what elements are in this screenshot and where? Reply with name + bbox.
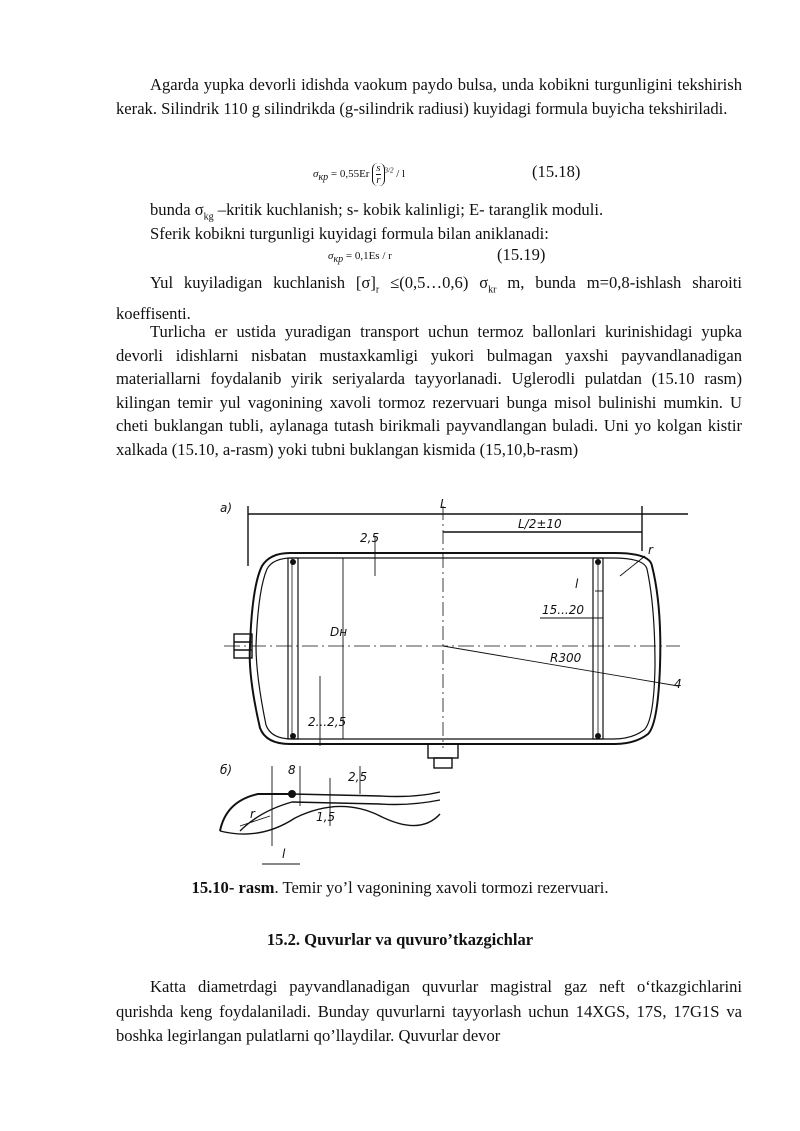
label-b: б) (220, 763, 233, 777)
dim-L2-label: L/2±10 (518, 517, 562, 531)
formula-15-19 (328, 250, 392, 265)
dim-rb-label: r (250, 807, 255, 821)
yul-sub-kr: kr (488, 284, 497, 296)
paragraph-vacuum-check: Agarda yupka devorli idishda vaokum paydo bulsa, unda kobikni turgunligini tekshirish kerak. Silindrik 110 g silindrikda (g-silindrik radiusi) kuyidagi formula buyicha tekshiriladi. (116, 75, 742, 118)
formula2-body: = 0,1Es / r (345, 250, 392, 262)
equation-number-15-19: (15.19) (497, 245, 546, 264)
equation-number-15-18: (15.18) (532, 162, 581, 181)
dim-1-5-label: 1,5 (316, 810, 336, 824)
paragraph-allowable-stress (116, 271, 742, 326)
bunda-sub: kg (203, 211, 214, 223)
dim-lb-label: l (282, 847, 286, 861)
dim-l-label: l (575, 577, 579, 591)
dim-r-label: r (648, 543, 653, 557)
formula-15-18 (313, 163, 405, 186)
dim-2-2-5-label: 2...2,5 (308, 715, 347, 729)
yul-part-b: ≤(0,5…0,6) σ (379, 273, 489, 292)
dim-Dh-label: Dн (330, 625, 348, 639)
dim-2-5-label: 2,5 (360, 531, 380, 545)
figure-caption (0, 878, 800, 898)
caption-text: . Temir yo’l vagonining xavoli tormozi rezervuari. (274, 878, 609, 897)
formula-power: 3/2 (384, 166, 394, 175)
paragraph-transport-cylinders: Turlicha er ustida yuradigan transport uchun termoz ballonlari kurinishidagi yupka devorli idishlarni nisbatan mustaxkamligi yukori bulmagan yaxshi payvandlanadigan materiallarni foydalanib yirik seriyalarda tayyorlanadi. Uglerodli pulatdan (15.10 rasm) kilingan temir yul vagonining xavoli tormoz rezervuari bunga misol bulinishi mumkin. U cheti buklangan tubli, aylanaga tutash birikmali payvandlangan buladi. Uni yo kolgan kistir xalkada (15.10, a-rasm) yoki tubni buklangan kismida (15,10,b-rasm) (116, 322, 742, 459)
formula-fraction (372, 163, 384, 186)
formula-denominator: r (376, 174, 381, 186)
formula-tail: / l (396, 168, 406, 181)
dim-2-5b-label: 2,5 (348, 770, 368, 784)
reservoir-drawing (200, 496, 690, 871)
yul-sub-r: r (375, 284, 380, 296)
formula-body: = 0,55Er (330, 168, 370, 181)
formula-sigma-sub: кр (318, 172, 329, 184)
section-heading: 15.2. Quvurlar va quvuro’tkazgichlar (266, 930, 534, 949)
formula2-sigma: σ (328, 250, 334, 262)
bunda-rest: –kritik kuchlanish; s- kobik kalinligi; E- taranglik moduli. (213, 200, 604, 219)
dim-R300-label: R300 (550, 651, 582, 665)
formula2-sigma-sub: кр (333, 254, 344, 266)
yul-part-a: Yul kuyiladigan kuchlanish [σ] (150, 273, 376, 292)
paragraph-pipes: Katta diametrdagi payvandlanadigan quvurlar magistral gaz neft o‘tkazgichlarini qurishda keng foydalaniladi. Bunday quvurlarni tayyorlash uchun 14XGS, 17S, 17G1S va boshka legirlangan pulatlarni qo’llaydilar. Quvurlar devor (116, 977, 742, 1045)
dim-15-20-label: 15...20 (542, 603, 584, 617)
formula-sigma: σ (313, 168, 319, 181)
dim-L-label: L (440, 497, 447, 511)
yul-part-c: m, bunda m=0,8-ishlash sharoiti koeffisenti. (116, 273, 742, 323)
line-sferik: Sferik kobikni turgunligi kuyidagi formula bilan aniklanadi: (150, 224, 549, 243)
dim-8-label: 8 (288, 763, 296, 777)
label-a: а) (220, 501, 233, 515)
caption-number: 15.10- rasm (191, 878, 275, 897)
bunda-prefix: bunda σ (150, 200, 204, 219)
dim-4-label: 4 (674, 677, 682, 691)
formula-numerator: s (376, 162, 381, 174)
